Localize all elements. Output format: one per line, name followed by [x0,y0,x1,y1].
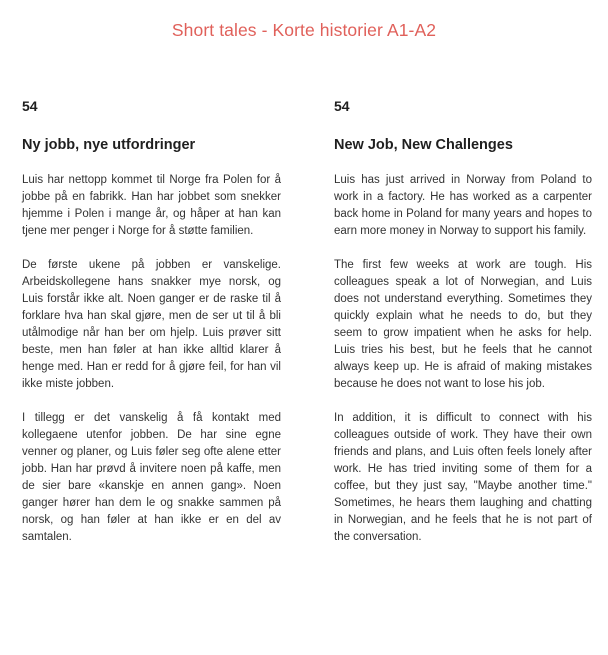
story-body [334,172,592,546]
story-number: 54 [22,98,38,114]
story-body [22,172,281,546]
story-paragraph: Luis har nettopp kommet til Norge fra Polen for å jobbe på en fabrikk. Han har jobbet som snekker hjemme i Polen i mange år, og håper at han kan tjene mer penger i Norge for å støtte familien. [22,174,281,237]
story-paragraph: De første ukene på jobben er vanskelige. Arbeidskollegene hans snakker mye norsk, og Luis forstår ikke alt. Noen ganger er de raske til å forklare hva han skal gjøre, men de ser ut til å bli utålmodige når han ber om hjelp. Luis prøver sitt beste, men han føler at han ikke alltid klarer å henge med. Han er redd for å gjøre feil, for han vil ikke miste jobben. [22,259,281,390]
story-number: 54 [334,98,350,114]
story-title: New Job, New Challenges [334,137,513,153]
story-title: Ny jobb, nye utfordringer [22,137,196,153]
story-paragraph: Luis has just arrived in Norway from Poland to work in a factory. He has worked as a carpenter back home in Poland for many years and hopes to earn more money in Norway to support his family. [334,174,592,237]
english-column [334,96,592,563]
story-paragraph: The first few weeks at work are tough. His colleagues speak a lot of Norwegian, and Luis does not understand everything. Sometimes they quickly explain what he needs to do, but they seem to grow impatient when he asks for help. Luis tries his best, but he feels that he cannot always keep up. He is afraid of making mistakes because he does not want to lose his job. [334,259,592,390]
story-paragraph: I tillegg er det vanskelig å få kontakt med kollegaene utenfor jobben. De har sine egne venner og planer, og Luis føler seg ofte alene etter jobb. Han har prøvd å invitere noen på kaffe, men de sier bare «kanskje en annen gang». Noen ganger hører han dem le og snakke sammen på norsk, og han føler at han ikke er en del av samtalen. [22,412,281,543]
page-title: Short tales - Korte historier A1-A2 [171,20,437,40]
story-paragraph: In addition, it is difficult to connect with his colleagues outside of work. They have their own friends and plans, and Luis often feels lonely after work. He has tried inviting some of them for a coffee, but they just say, "Maybe another time." Sometimes, he hears them laughing and chatting in Norwegian, and he feels that he is not part of the conversation. [334,412,592,543]
norwegian-column [22,96,281,563]
